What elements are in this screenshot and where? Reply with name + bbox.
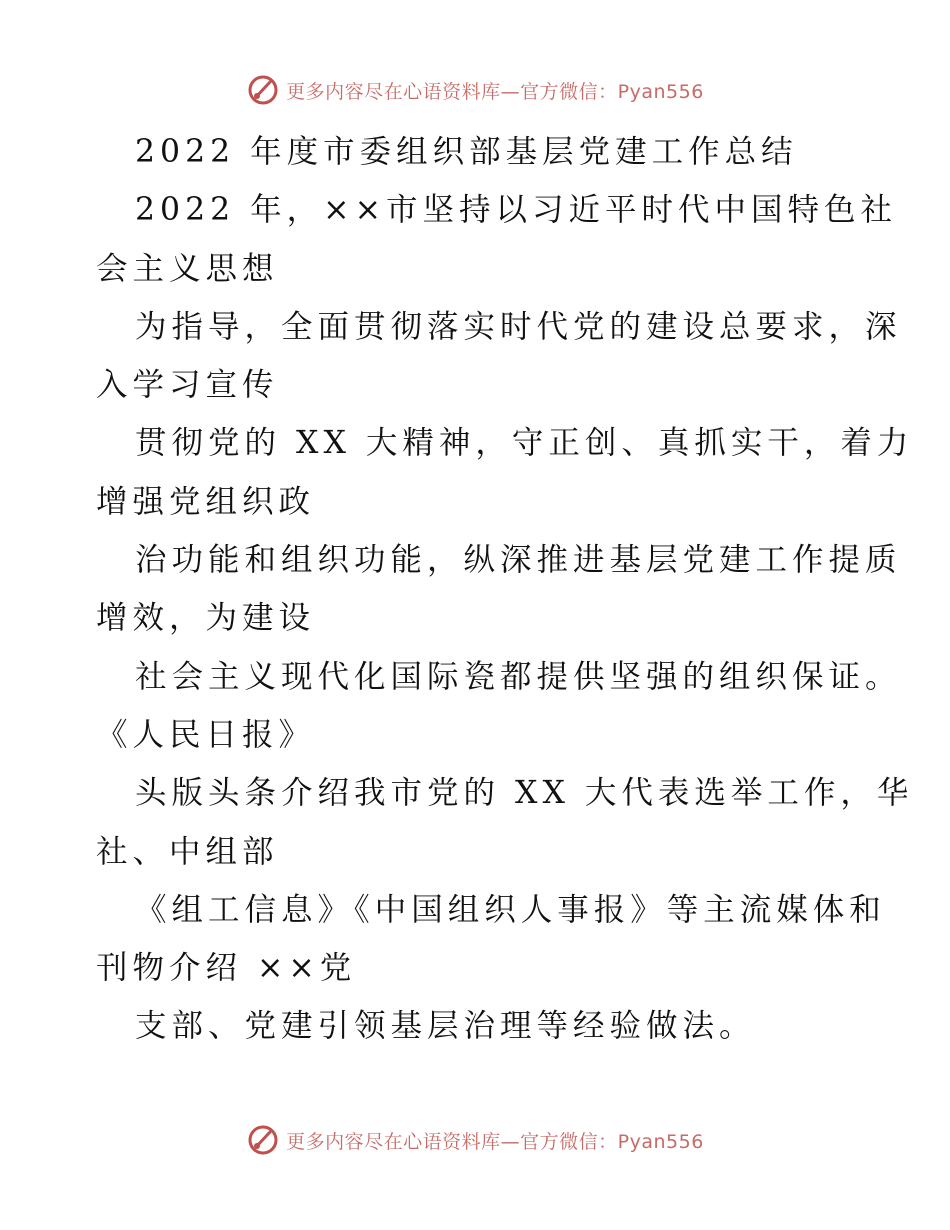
brush-logo-icon [246,1123,280,1157]
document-body [96,123,914,1056]
text-line: 增效，为建设 [96,600,316,637]
text-line: 刊物介绍 ××党 [96,950,357,987]
text-line: 2022 年度市委组织部基层党建工作总结 [135,134,798,170]
text-line: 头版头条介绍我市党的 XX 大代表选举工作，华 [135,775,914,812]
text-line: 《组工信息》《中国组织人事报》等主流媒体和 [135,891,886,928]
text-line: 为指导，全面贯彻落实时代党的建设总要求，深 [135,308,902,345]
text-line: 增强党组织政 [96,483,316,520]
text-line: 会主义思想 [96,250,279,287]
text-line: 入学习宣传 [96,367,279,404]
text-line: 社、中组部 [96,833,279,870]
text-line: 社会主义现代化国际瓷都提供坚强的组织保证。 [135,658,902,695]
text-line: 支部、党建引领基层治理等经验做法。 [135,1008,756,1045]
watermark-text: 更多内容尽在心语资料库—官方微信：Pyan556 [286,1130,704,1153]
watermark-text: 更多内容尽在心语资料库—官方微信：Pyan556 [286,80,704,103]
footer-watermark [0,1120,950,1160]
text-line: 《人民日报》 [96,716,316,753]
text-line: 2022 年，××市坚持以习近平时代中国特色社 [135,192,897,229]
brush-logo-icon [246,73,280,107]
header-watermark [0,70,950,110]
text-line: 治功能和组织功能，纵深推进基层党建工作提质 [135,542,902,579]
text-line: 贯彻党的 XX 大精神，守正创、真抓实干，着力 [135,425,914,462]
